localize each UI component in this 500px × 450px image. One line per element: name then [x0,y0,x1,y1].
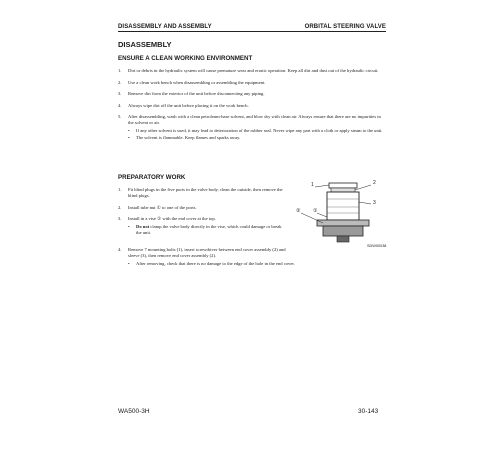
bullet-list [128,224,288,236]
list-item: 3. Remove dirt from the exterior of the unit before disconnecting any piping. [118,91,265,96]
bullet-list [128,128,386,141]
header-left: DISASSEMBLY AND ASSEMBLY [118,24,212,30]
clean-env-title: ENSURE A CLEAN WORKING ENVIRONMENT [118,55,253,62]
list-item: 2. Install tube nut ① to one of the ports. [118,204,197,210]
section-title: DISASSEMBLY [118,40,172,49]
list-item: 1. Fit blind plugs in the five ports in the valve body, clean the outside, then remove the blind plugs. [118,187,283,198]
callout-1: 1 [311,182,314,188]
page-header [118,24,386,32]
header-right: ORBITAL STEERING VALVE [304,24,386,30]
list-item: 4. Remove 7 mounting bolts (1), insert screwdriver between end cover assembly (2) and sleeve (3), then remove end cover assembly (2). • After removing, check that there is no damage to the edge of the hole in the end cover. [118,247,386,268]
bullet-item: • The solvent is flammable. Keep flames and sparks away. [128,134,241,140]
bullet-item: • Do not clamp the valve body directly in the vise, which could damage or break the unit. [128,223,282,235]
callout-3: 3 [373,200,376,206]
callout-2: 2 [373,180,376,186]
bullet-item: • After removing, check that there is no damage to the edge of the hole in the end cover. [128,260,295,266]
list-item: 3. Install in a vise ② with the end cover at the top. • Do not clamp the valve body directly in the vise, which could damage or break the unit. [118,216,288,237]
clean-env-list [118,68,386,147]
callout-circled-1: ① [313,208,318,214]
prep-title: PREPARATORY WORK [118,174,186,181]
valve-figure [287,177,387,252]
bullet-item: • If any other solvent is used, it may lead to deterioration of the rubber seal. Never wipe any part with a cloth or apply steam to the unit. [128,127,383,133]
footer-page-number: 30-143 [358,408,379,415]
bullet-list [128,261,386,267]
prep-list [118,187,288,242]
valve-illustration [287,177,387,252]
list-item: 2. Use a clean work bench when disassembling or assembling the equipment. [118,79,266,85]
footer-model: WA500-3H [118,408,150,415]
callout-circled-2: ② [296,208,301,214]
list-item: 1. Dirt or debris in the hydraulic system will cause premature wear and erratic operation. Keep all dirt and dust out of the hydraulic circuit. [118,68,379,73]
figure-code: SDW00038 [367,244,387,248]
list-item: 4. Always wipe dirt off the unit before placing it on the work bench. [118,102,249,108]
list-item: 5. After disassembling, wash with a clean petroleum-base solvent, and blow dry with clean air. Always ensure that there are no impurities in the solvent or air. • If any other solvent is used, it may lead to deterioration of the rubber seal. Never wipe any part with a cloth or apply steam to the unit. • The solvent is flammable. Keep flames and sparks away. [118,114,386,142]
